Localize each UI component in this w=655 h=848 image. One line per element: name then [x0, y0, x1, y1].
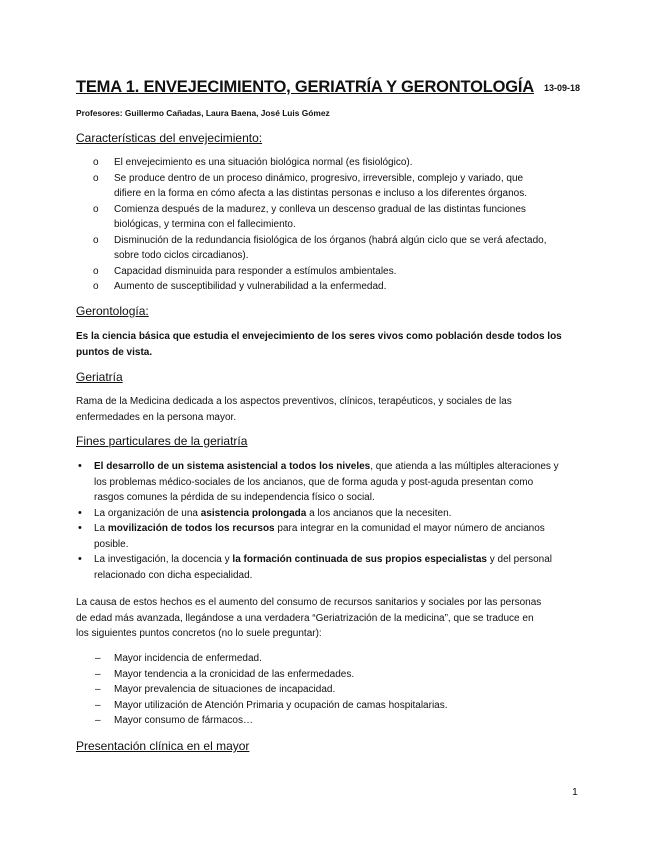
document-title: TEMA 1. ENVEJECIMIENTO, GERIATRÍA Y GERONTOLOGÍA: [76, 78, 534, 96]
list-item: • La organización de una asistencia prolongada a los ancianos que la necesiten.: [78, 506, 452, 519]
list-item: o Disminución de la redundancia fisiológica de los órganos (habrá algún ciclo que se verá afectado, sobre todo ciclos circadianos).: [93, 234, 547, 261]
consecuencias-list: [76, 651, 586, 729]
page-number: 1: [572, 786, 578, 798]
list-item: o Aumento de susceptibilidad y vulnerabilidad a la enfermedad.: [93, 281, 387, 292]
list-item: – Mayor consumo de fármacos…: [95, 715, 253, 726]
list-item: • El desarrollo de un sistema asistencial a todos los niveles, que atienda a las múltiples alteraciones y los problemas médico-sociales de los ancianos, que de forma aguda y post-aguda presentan como rasgos comunes la pérdida de su independencia físico o social.: [78, 460, 559, 503]
fines-list: [76, 459, 586, 583]
geriatria-definition: Rama de la Medicina dedicada a los aspectos preventivos, clínicos, terapéuticos, y sociales de las enfermedades en la persona mayor.: [76, 396, 512, 423]
list-item: o Comienza después de la madurez, y conlleva un descenso gradual de las distintas funciones biológicas, y termina con el fallecimiento.: [93, 203, 526, 230]
document-date: 13-09-18: [543, 83, 580, 93]
heading-geriatria: Geriatría: [76, 370, 123, 384]
list-item: • La movilización de todos los recursos para integrar en la comunidad el mayor número de ancianos posible.: [78, 522, 545, 550]
list-item: o Se produce dentro de un proceso dinámico, progresivo, irreversible, complejo y variado, que difiere en la forma en cómo afecta a las distintas personas e incluso a los diferentes órganos.: [93, 172, 528, 199]
list-item: o Capacidad disminuida para responder a estímulos ambientales.: [93, 265, 397, 277]
heading-presentacion: Presentación clínica en el mayor: [76, 739, 250, 753]
list-item: – Mayor utilización de Atención Primaria y ocupación de camas hospitalarias.: [95, 699, 448, 711]
heading-fines: Fines particulares de la geriatría: [76, 434, 248, 448]
professors-line: Profesores: Guillermo Cañadas, Laura Baena, José Luis Gómez: [76, 108, 330, 118]
list-item: o El envejecimiento es una situación biológica normal (es fisiológico).: [93, 157, 413, 168]
title-row: [76, 78, 580, 100]
list-item: • La investigación, la docencia y la formación continuada de sus propios especialistas y del personal relacionado con dicha especialidad.: [78, 553, 552, 581]
list-item: – Mayor incidencia de enfermedad.: [95, 653, 262, 664]
causa-paragraph: La causa de estos hechos es el aumento del consumo de recursos sanitarios y sociales por las personas de edad más avanzada, llegándose a una verdadera “Geriatrización de la medicina”, que se traduce en los siguientes puntos concretos (no lo suele preguntar):: [76, 597, 542, 639]
heading-caracteristicas: Características del envejecimiento:: [76, 131, 263, 145]
list-item: – Mayor prevalencia de situaciones de incapacidad.: [95, 684, 336, 695]
caracteristicas-list: [76, 155, 586, 295]
heading-gerontologia: Gerontología:: [76, 304, 149, 318]
gerontologia-definition: Es la ciencia básica que estudia el envejecimiento de los seres vivos como población desde todos los puntos de vista.: [76, 331, 562, 358]
list-item: – Mayor tendencia a la cronicidad de las enfermedades.: [95, 668, 355, 680]
